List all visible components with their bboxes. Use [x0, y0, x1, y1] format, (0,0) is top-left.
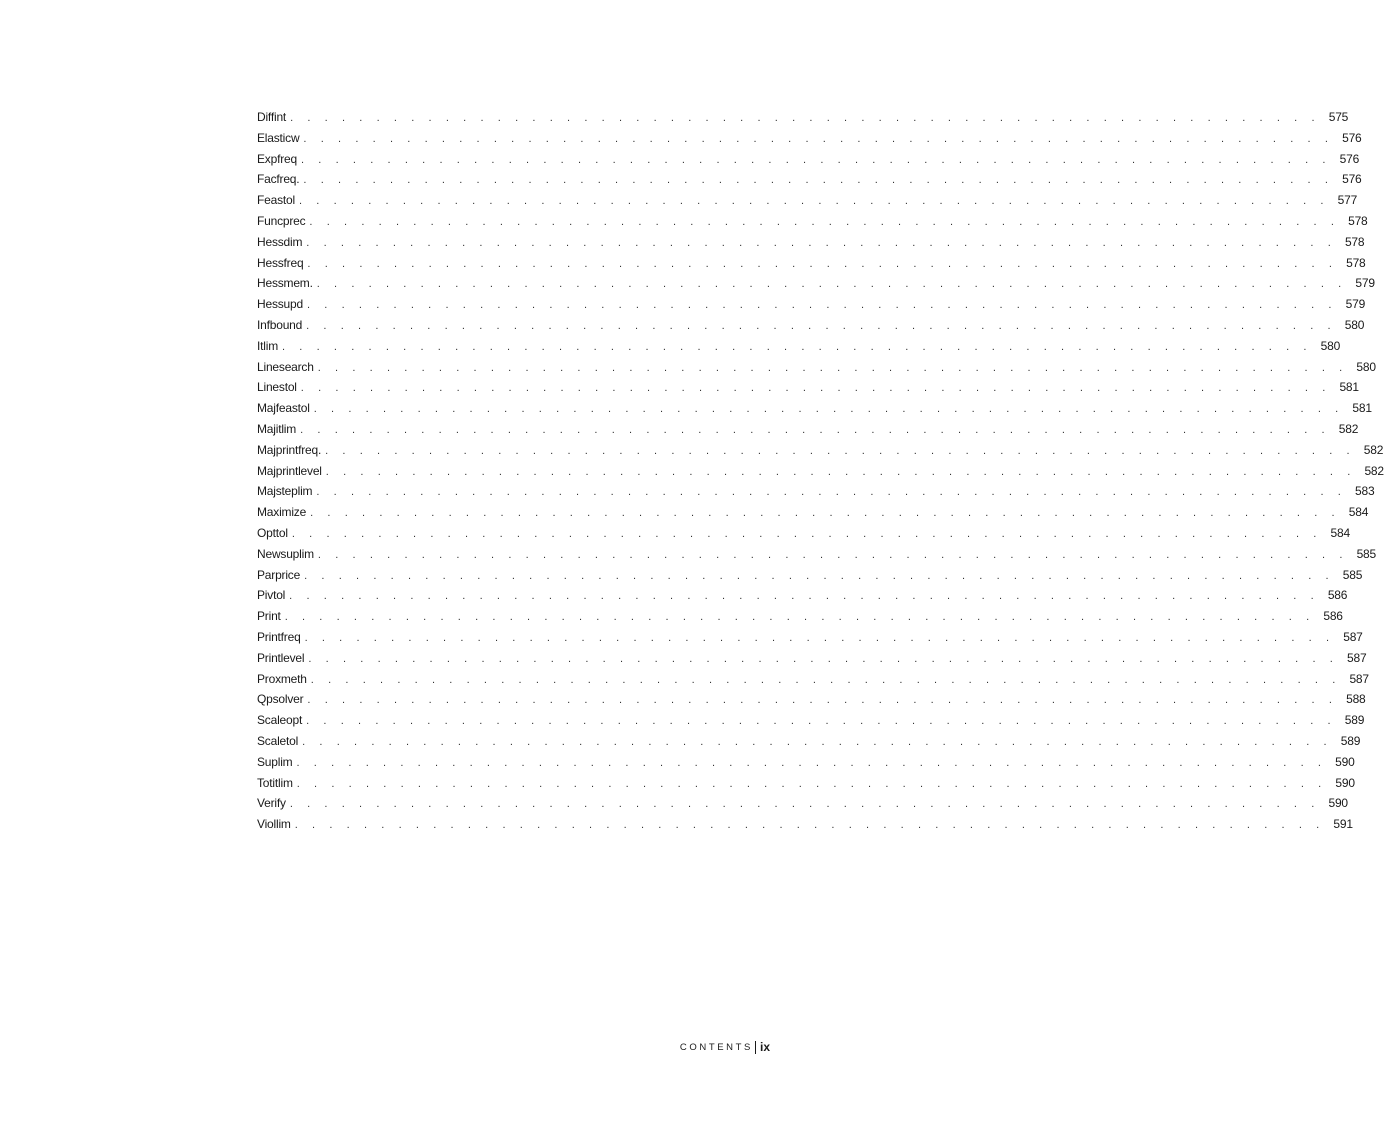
toc-entry[interactable]: [257, 671, 1369, 693]
toc-dot-leader: . . . . . . . . . . . . . . . . . . . . . . . . . . . . . . . . . . . . . . . . . . . . . . . . . . . . . . . . . . . .: [308, 652, 1339, 665]
toc-entry[interactable]: [257, 421, 1359, 443]
toc-entry-title: Majfeastol: [257, 401, 310, 416]
toc-entry-page: 578: [1348, 213, 1368, 228]
toc-dot-leader: . . . . . . . . . . . . . . . . . . . . . . . . . . . . . . . . . . . . . . . . . . . . . . . . . . . . . . . . . . . .: [282, 340, 1313, 353]
toc-entry[interactable]: [257, 796, 1348, 817]
toc-entry[interactable]: [257, 525, 1350, 547]
toc-entry[interactable]: [257, 817, 1353, 838]
footer-divider: [755, 1041, 756, 1054]
toc-entry[interactable]: [257, 151, 1360, 173]
toc-entry-page: 579: [1355, 276, 1375, 291]
toc-entry-title: Majprintlevel: [257, 463, 322, 478]
table-of-contents: [257, 110, 1384, 838]
toc-dot-leader: . . . . . . . . . . . . . . . . . . . . . . . . . . . . . . . . . . . . . . . . . . . . . . . . . . . . . . . . . . . .: [316, 278, 1347, 291]
toc-entry-title: Hessupd: [257, 297, 303, 312]
toc-dot-leader: . . . . . . . . . . . . . . . . . . . . . . . . . . . . . . . . . . . . . . . . . . . . . . . . . . . . . . . . . . . .: [317, 361, 1348, 374]
toc-entry[interactable]: [257, 213, 1368, 235]
toc-entry-page: 589: [1340, 733, 1361, 748]
toc-entry-title: Majsteplim: [257, 484, 313, 499]
toc-dot-leader: . . . . . . . . . . . . . . . . . . . . . . . . . . . . . . . . . . . . . . . . . . . . . . . . . . . . . . . . . . . .: [307, 694, 1338, 707]
toc-entry-page: 588: [1346, 692, 1366, 707]
toc-entry-title: Elasticw: [257, 130, 300, 145]
toc-entry-page: 577: [1337, 193, 1358, 208]
toc-entry[interactable]: [257, 775, 1355, 797]
toc-entry-title: Majitlim: [257, 421, 297, 436]
toc-entry[interactable]: [257, 588, 1348, 609]
page-footer: [680, 1040, 770, 1054]
toc-entry-page: 587: [1343, 629, 1363, 644]
toc-dot-leader: . . . . . . . . . . . . . . . . . . . . . . . . . . . . . . . . . . . . . . . . . . . . . . . . . . . . . . . . . . . .: [310, 673, 1341, 686]
toc-dot-leader: . . . . . . . . . . . . . . . . . . . . . . . . . . . . . . . . . . . . . . . . . . . . . . . . . . . . . . . . . . . .: [294, 819, 1325, 832]
toc-entry[interactable]: [257, 317, 1365, 339]
toc-dot-leader: . . . . . . . . . . . . . . . . . . . . . . . . . . . . . . . . . . . . . . . . . . . . . . . . . . . . . . . . . . . .: [317, 548, 1348, 561]
toc-dot-leader: . . . . . . . . . . . . . . . . . . . . . . . . . . . . . . . . . . . . . . . . . . . . . . . . . . . . . . . . . . . .: [304, 631, 1335, 644]
toc-entry[interactable]: [257, 172, 1362, 193]
toc-entry[interactable]: [257, 505, 1369, 526]
toc-dot-leader: . . . . . . . . . . . . . . . . . . . . . . . . . . . . . . . . . . . . . . . . . . . . . . . . . . . . . . . . . . . .: [303, 132, 1334, 145]
toc-entry-page: 576: [1342, 130, 1362, 145]
toc-entry-page: 578: [1346, 255, 1366, 270]
toc-entry-page: 584: [1348, 505, 1369, 520]
toc-dot-leader: . . . . . . . . . . . . . . . . . . . . . . . . . . . . . . . . . . . . . . . . . . . . . . . . . . . . . . . . . . . .: [325, 444, 1356, 457]
toc-dot-leader: . . . . . . . . . . . . . . . . . . . . . . . . . . . . . . . . . . . . . . . . . . . . . . . . . . . . . . . . . . . .: [304, 569, 1335, 582]
toc-entry-title: Hessmem.: [257, 276, 313, 291]
toc-dot-leader: . . . . . . . . . . . . . . . . . . . . . . . . . . . . . . . . . . . . . . . . . . . . . . . . . . . . . . . . . . . .: [310, 507, 1341, 520]
toc-entry-page: 581: [1352, 401, 1372, 416]
toc-entry[interactable]: [257, 359, 1376, 381]
toc-entry-page: 589: [1344, 713, 1365, 728]
toc-entry-page: 591: [1333, 817, 1353, 832]
toc-entry-title: Maximize: [257, 505, 307, 520]
toc-entry-page: 580: [1344, 317, 1365, 332]
toc-entry-title: Pivtol: [257, 588, 286, 603]
toc-entry-title: Newsuplim: [257, 546, 314, 561]
toc-entry-title: Hessfreq: [257, 255, 304, 270]
toc-entry-page: 590: [1328, 796, 1348, 811]
toc-entry-page: 581: [1339, 380, 1359, 395]
toc-entry-title: Print: [257, 609, 281, 624]
toc-entry-title: Scaleopt: [257, 713, 303, 728]
toc-dot-leader: . . . . . . . . . . . . . . . . . . . . . . . . . . . . . . . . . . . . . . . . . . . . . . . . . . . . . . . . . . . .: [296, 777, 1327, 790]
toc-entry[interactable]: [257, 110, 1349, 131]
toc-entry[interactable]: [257, 442, 1384, 464]
footer-page-number: ix: [759, 1040, 770, 1054]
toc-dot-leader: . . . . . . . . . . . . . . . . . . . . . . . . . . . . . . . . . . . . . . . . . . . . . . . . . . . . . . . . . . . .: [306, 236, 1337, 249]
toc-entry[interactable]: [257, 234, 1365, 256]
toc-dot-leader: . . . . . . . . . . . . . . . . . . . . . . . . . . . . . . . . . . . . . . . . . . . . . . . . . . . . . . . . . . . .: [306, 299, 1338, 312]
toc-dot-leader: . . . . . . . . . . . . . . . . . . . . . . . . . . . . . . . . . . . . . . . . . . . . . . . . . . . . . . . . . . . .: [302, 735, 1333, 748]
toc-entry[interactable]: [257, 380, 1359, 401]
toc-entry-title: Qpsolver: [257, 692, 304, 707]
toc-entry-title: Funcprec: [257, 213, 306, 228]
toc-entry[interactable]: [257, 193, 1358, 214]
toc-dot-leader: . . . . . . . . . . . . . . . . . . . . . . . . . . . . . . . . . . . . . . . . . . . . . . . . . . . . . . . . . . . .: [306, 715, 1337, 728]
toc-entry-page: 575: [1328, 110, 1349, 124]
toc-entry-page: 582: [1364, 463, 1384, 478]
toc-entry-page: 585: [1356, 546, 1376, 561]
toc-entry-title: Verify: [257, 796, 286, 811]
toc-dot-leader: . . . . . . . . . . . . . . . . . . . . . . . . . . . . . . . . . . . . . . . . . . . . . . . . . . . . . . . . . . . .: [313, 403, 1344, 416]
toc-dot-leader: . . . . . . . . . . . . . . . . . . . . . . . . . . . . . . . . . . . . . . . . . . . . . . . . . . . . . . . . . . . .: [289, 798, 1320, 811]
toc-entry[interactable]: [257, 463, 1384, 485]
toc-entry-title: Expfreq: [257, 151, 297, 166]
toc-entry-title: Diffint: [257, 110, 287, 124]
toc-entry-page: 578: [1344, 234, 1365, 249]
toc-entry[interactable]: [257, 692, 1366, 713]
toc-entry-title: Hessdim: [257, 234, 303, 249]
toc-entry-title: Scaletol: [257, 733, 299, 748]
toc-dot-leader: . . . . . . . . . . . . . . . . . . . . . . . . . . . . . . . . . . . . . . . . . . . . . . . . . . . . . . . . . . . .: [309, 215, 1340, 228]
toc-entry-page: 586: [1323, 609, 1343, 624]
toc-entry[interactable]: [257, 338, 1341, 360]
toc-entry-page: 582: [1338, 421, 1359, 436]
toc-entry-page: 586: [1327, 588, 1348, 603]
toc-entry[interactable]: [257, 733, 1361, 755]
footer-section-label: CONTENTS: [679, 1041, 753, 1053]
toc-entry[interactable]: [257, 754, 1355, 776]
toc-entry-page: 582: [1363, 442, 1384, 457]
toc-entry[interactable]: [257, 401, 1372, 422]
toc-entry-title: Facfreq.: [257, 172, 300, 187]
toc-entry-title: Infbound: [257, 317, 303, 332]
toc-dot-leader: . . . . . . . . . . . . . . . . . . . . . . . . . . . . . . . . . . . . . . . . . . . . . . . . . . . . . . . . . . . .: [296, 756, 1327, 769]
toc-entry-title: Printfreq: [257, 629, 301, 644]
toc-dot-leader: . . . . . . . . . . . . . . . . . . . . . . . . . . . . . . . . . . . . . . . . . . . . . . . . . . . . . . . . . . . .: [300, 382, 1331, 395]
toc-entry-title: Linestol: [257, 380, 297, 395]
toc-entry[interactable]: [257, 297, 1366, 318]
toc-dot-leader: . . . . . . . . . . . . . . . . . . . . . . . . . . . . . . . . . . . . . . . . . . . . . . . . . . . . . . . . . . . .: [300, 423, 1331, 436]
toc-entry-title: Viollim: [257, 817, 291, 832]
toc-entry-page: 590: [1335, 775, 1355, 790]
toc-dot-leader: . . . . . . . . . . . . . . . . . . . . . . . . . . . . . . . . . . . . . . . . . . . . . . . . . . . . . . . . . . . .: [290, 112, 1321, 124]
toc-entry-page: 585: [1342, 567, 1363, 582]
toc-entry-title: Itlim: [257, 338, 278, 353]
toc-entry[interactable]: [257, 276, 1375, 297]
toc-dot-leader: . . . . . . . . . . . . . . . . . . . . . . . . . . . . . . . . . . . . . . . . . . . . . . . . . . . . . . . . . . . .: [289, 590, 1320, 603]
toc-entry[interactable]: [257, 567, 1363, 589]
toc-entry[interactable]: [257, 609, 1343, 630]
toc-entry[interactable]: [257, 484, 1375, 505]
toc-dot-leader: . . . . . . . . . . . . . . . . . . . . . . . . . . . . . . . . . . . . . . . . . . . . . . . . . . . . . . . . . . . .: [298, 195, 1330, 208]
toc-entry-page: 587: [1347, 650, 1367, 665]
toc-entry-title: Opttol: [257, 525, 288, 540]
toc-entry-page: 576: [1342, 172, 1362, 187]
toc-entry[interactable]: [257, 255, 1366, 277]
toc-entry-page: 587: [1349, 671, 1369, 686]
toc-dot-leader: . . . . . . . . . . . . . . . . . . . . . . . . . . . . . . . . . . . . . . . . . . . . . . . . . . . . . . . . . . . .: [316, 486, 1347, 499]
toc-entry-page: 579: [1345, 297, 1366, 312]
toc-entry[interactable]: [257, 713, 1365, 734]
toc-entry[interactable]: [257, 130, 1362, 152]
toc-entry-title: Majprintfreq.: [257, 442, 322, 457]
toc-entry[interactable]: [257, 629, 1363, 651]
toc-dot-leader: . . . . . . . . . . . . . . . . . . . . . . . . . . . . . . . . . . . . . . . . . . . . . . . . . . . . . . . . . . . .: [307, 257, 1338, 270]
toc-dot-leader: . . . . . . . . . . . . . . . . . . . . . . . . . . . . . . . . . . . . . . . . . . . . . . . . . . . . . . . . . . . .: [325, 465, 1356, 478]
toc-entry-page: 590: [1335, 754, 1355, 769]
toc-entry-title: Suplim: [257, 754, 293, 769]
toc-entry-page: 580: [1320, 338, 1341, 353]
toc-entry-title: Linesearch: [257, 359, 314, 374]
toc-entry-page: 580: [1356, 359, 1376, 374]
toc-dot-leader: . . . . . . . . . . . . . . . . . . . . . . . . . . . . . . . . . . . . . . . . . . . . . . . . . . . . . . . . . . . .: [303, 174, 1334, 187]
toc-entry-page: 576: [1339, 151, 1360, 166]
toc-dot-leader: . . . . . . . . . . . . . . . . . . . . . . . . . . . . . . . . . . . . . . . . . . . . . . . . . . . . . . . . . . . .: [300, 153, 1332, 166]
toc-dot-leader: . . . . . . . . . . . . . . . . . . . . . . . . . . . . . . . . . . . . . . . . . . . . . . . . . . . . . . . . . . . .: [306, 319, 1337, 332]
toc-entry-page: 584: [1330, 525, 1350, 540]
toc-dot-leader: . . . . . . . . . . . . . . . . . . . . . . . . . . . . . . . . . . . . . . . . . . . . . . . . . . . . . . . . . . . .: [284, 611, 1315, 624]
toc-entry-title: Feastol: [257, 193, 295, 208]
toc-dot-leader: . . . . . . . . . . . . . . . . . . . . . . . . . . . . . . . . . . . . . . . . . . . . . . . . . . . . . . . . . . . .: [291, 527, 1322, 540]
toc-entry-page: 583: [1355, 484, 1375, 499]
toc-entry-title: Parprice: [257, 567, 301, 582]
toc-entry-title: Totitlim: [257, 775, 293, 790]
toc-entry-title: Proxmeth: [257, 671, 307, 686]
toc-entry[interactable]: [257, 546, 1376, 568]
toc-entry[interactable]: [257, 650, 1367, 672]
toc-entry-title: Printlevel: [257, 650, 305, 665]
